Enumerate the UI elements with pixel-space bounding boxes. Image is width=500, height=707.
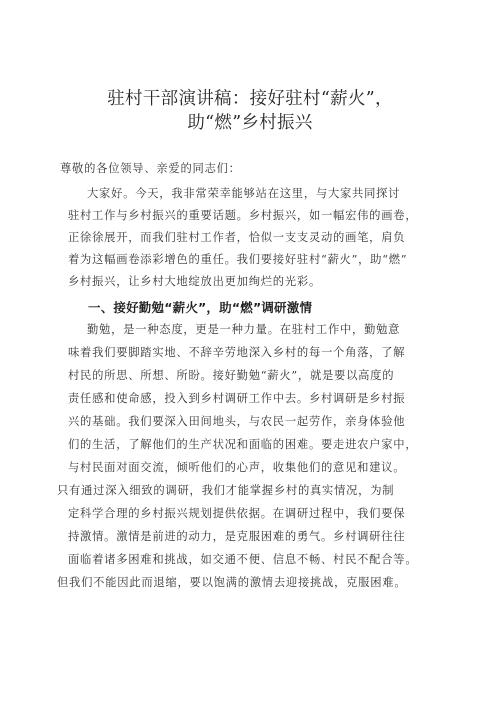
- paragraph-line: 大家好。今天，我非常荣幸能够站在这里，与大家共同探讨: [87, 187, 401, 200]
- paragraph-line: 持激情。激情是前进的动力，是克服困难的勇气。乡村调研往往: [68, 530, 406, 543]
- paragraph-line: 与村民面对面交流，倾听他们的心声，收集他们的意见和建议。: [68, 461, 406, 474]
- paragraph-line: 味着我们要脚踏实地、不辞辛劳地深入乡村的每一个角落，了解: [68, 346, 406, 359]
- paragraph-line: 责任感和使命感，投入到乡村调研工作中去。乡村调研是乡村振: [68, 392, 406, 405]
- paragraph-line: 驻村工作与乡村振兴的重要话题。乡村振兴，如一幅宏伟的画卷，: [68, 209, 418, 222]
- paragraph-line: 正徐徐展开，而我们驻村工作者，恰似一支支灵动的画笔，肩负: [68, 231, 406, 244]
- paragraph-line: 村民的所思、所想、所盼。接好勤勉“薪火”，就是要以高度的: [68, 369, 395, 382]
- paragraph-line: 们的生活，了解他们的生产状况和面临的困难。要走进农户家中，: [68, 438, 418, 451]
- paragraph-line: 兴的基础。我们要深入田间地头，与农民一起劳作，亲身体验他: [68, 415, 406, 428]
- paragraph-line: 只有通过深入细致的调研，我们才能掌握乡村的真实情况，为制: [57, 484, 395, 497]
- paragraph-line: 面临着诸多困难和挑战，如交通不便、信息不畅、村民不配合等。: [68, 553, 418, 566]
- paragraph-line: 着为这幅画卷添彩增色的重任。我们要接好驻村“薪火”，助“燃”: [68, 253, 408, 266]
- salutation: 尊敬的各位领导、亲爱的同志们：: [60, 162, 241, 175]
- section-heading: 一、接好勤勉“薪火”，助“燃”调研激情: [88, 300, 313, 315]
- paragraph-line: 乡村振兴，让乡村大地绽放出更加绚烂的光彩。: [68, 275, 321, 288]
- paragraph-line: 定科学合理的乡村振兴规划提供依据。在调研过程中，我们要保: [68, 507, 406, 520]
- document-title-line-2: 助“燃”乡村振兴: [187, 113, 313, 133]
- document-title-line-1: 驻村干部演讲稿：接好驻村“薪火”，: [107, 89, 393, 109]
- paragraph-line: 但我们不能因此而退缩，要以饱满的激情去迎接挑战，克服困难。: [57, 576, 407, 589]
- paragraph-line: 勤勉，是一种态度，更是一种力量。在驻村工作中，勤勉意: [87, 323, 401, 336]
